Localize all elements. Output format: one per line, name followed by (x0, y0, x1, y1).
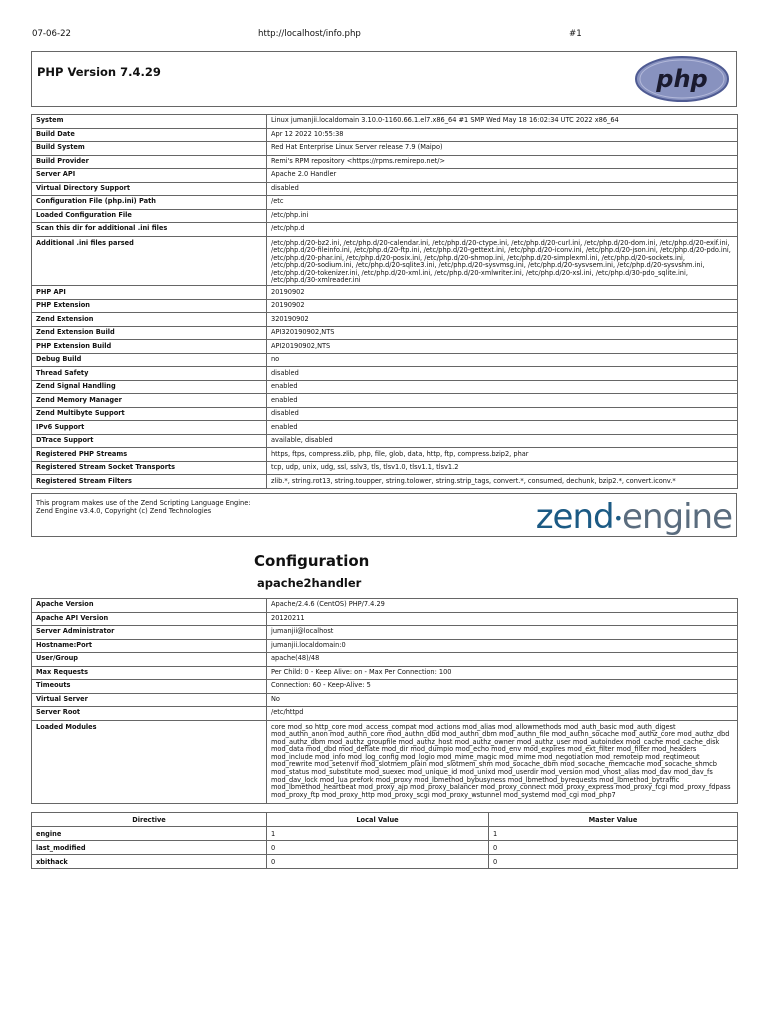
table-row (32, 367, 738, 381)
row-value: /etc/httpd (267, 707, 738, 721)
table-row (32, 666, 738, 680)
local-value: 1 (267, 827, 489, 841)
table-row (32, 142, 738, 156)
table-row (32, 380, 738, 394)
master-value: 0 (489, 841, 738, 855)
table-row (32, 223, 738, 237)
row-value: 20190902 (267, 286, 738, 300)
row-key: Zend Signal Handling (32, 380, 267, 394)
column-header-local-value: Local Value (267, 813, 489, 827)
local-value: 0 (267, 841, 489, 855)
row-key: Debug Build (32, 353, 267, 367)
row-value: Apache 2.0 Handler (267, 169, 738, 183)
table-row (32, 128, 738, 142)
row-value: /etc/php.d/20-bz2.ini, /etc/php.d/20-calendar.ini, /etc/php.d/20-ctype.ini, /etc/php.d/20-curl.ini, /etc/php.d/20-dom.ini, /etc/php.d/20-exif.ini, /etc/php.d/20-fileinfo.ini, /etc/php.d/20-ftp.ini, /etc/php.d/20-gettext.ini, /etc/php.d/20-iconv.ini, /etc/php.d/20-json.ini, /etc/php.d/20-pdo.ini, /etc/php.d/20-phar.ini, /etc/php.d/20-posix.ini, /etc/php.d/20-shmop.ini, /etc/php.d/20-simplexml.ini, /etc/php.d/20-sockets.ini, /etc/php.d/20-sodium.ini, /etc/php.d/20-sqlite3.ini, /etc/php.d/20-sysvmsg.ini, /etc/php.d/20-sysvsem.ini, /etc/php.d/20-sysvshm.ini, /etc/php.d/20-tokenizer.ini, /etc/php.d/20-xml.ini, /etc/php.d/20-xmlwriter.ini, /etc/php.d/20-xsl.ini, /etc/php.d/30-pdo_sqlite.ini, /etc/php.d/30-xmlreader.ini (267, 236, 738, 286)
master-value: 0 (489, 855, 738, 869)
directive-header-row (32, 813, 738, 827)
master-value: 1 (489, 827, 738, 841)
row-value: jumanjii.localdomain:0 (267, 639, 738, 653)
directive-name: engine (32, 827, 267, 841)
table-row (32, 639, 738, 653)
row-value: tcp, udp, unix, udg, ssl, sslv3, tls, tlsv1.0, tlsv1.1, tlsv1.2 (267, 461, 738, 475)
table-row (32, 394, 738, 408)
row-key: PHP Extension (32, 299, 267, 313)
row-value: jumanjii@localhost (267, 626, 738, 640)
row-value: disabled (267, 182, 738, 196)
table-row (32, 827, 738, 841)
row-key: Zend Multibyte Support (32, 407, 267, 421)
row-key: Build Provider (32, 155, 267, 169)
row-value: no (267, 353, 738, 367)
row-value: disabled (267, 407, 738, 421)
row-key: Loaded Configuration File (32, 209, 267, 223)
row-key: Build System (32, 142, 267, 156)
zend-notice-line1: This program makes use of the Zend Scripting Language Engine: (36, 499, 251, 507)
table-row (32, 155, 738, 169)
row-key: Zend Extension (32, 313, 267, 327)
row-key: Registered Stream Filters (32, 475, 267, 489)
row-key: Apache API Version (32, 612, 267, 626)
table-row (32, 612, 738, 626)
print-url: http://localhost/info.php (258, 29, 361, 39)
row-key: Additional .ini files parsed (32, 236, 267, 286)
print-date: 07-06-22 (32, 29, 72, 39)
row-key: Server Administrator (32, 626, 267, 640)
row-key: Zend Extension Build (32, 326, 267, 340)
row-key: DTrace Support (32, 434, 267, 448)
row-key: Virtual Directory Support (32, 182, 267, 196)
row-key: Virtual Server (32, 693, 267, 707)
row-value: Red Hat Enterprise Linux Server release 7.9 (Maipo) (267, 142, 738, 156)
table-row (32, 707, 738, 721)
table-row (32, 720, 738, 803)
table-row (32, 209, 738, 223)
table-row (32, 475, 738, 489)
apache2handler-table (31, 598, 738, 804)
local-value: 0 (267, 855, 489, 869)
system-info-table (31, 114, 738, 489)
row-key: System (32, 115, 267, 129)
print-page-number: #1 (569, 29, 582, 39)
php-version-header (31, 51, 737, 107)
row-key: Loaded Modules (32, 720, 267, 803)
table-row (32, 340, 738, 354)
zend-notice (36, 499, 251, 515)
row-value: disabled (267, 367, 738, 381)
row-key: Timeouts (32, 680, 267, 694)
row-key: Max Requests (32, 666, 267, 680)
zend-engine-logo-icon: zend•engine (535, 497, 732, 537)
row-value: https, ftps, compress.zlib, php, file, glob, data, http, ftp, compress.bzip2, phar (267, 448, 738, 462)
row-key: Build Date (32, 128, 267, 142)
table-row (32, 196, 738, 210)
row-value: /etc/php.ini (267, 209, 738, 223)
module-heading: apache2handler (257, 576, 362, 590)
row-value: Per Child: 0 - Keep Alive: on - Max Per Connection: 100 (267, 666, 738, 680)
configuration-heading: Configuration (254, 552, 370, 570)
php-logo-icon (634, 55, 730, 103)
row-value: Apache/2.4.6 (CentOS) PHP/7.4.29 (267, 599, 738, 613)
php-logo-text: php (656, 65, 708, 93)
row-value: available, disabled (267, 434, 738, 448)
row-value: API320190902,NTS (267, 326, 738, 340)
table-row (32, 169, 738, 183)
row-value: enabled (267, 421, 738, 435)
table-row (32, 236, 738, 286)
table-row (32, 313, 738, 327)
table-row (32, 693, 738, 707)
table-row (32, 299, 738, 313)
directive-name: xbithack (32, 855, 267, 869)
row-value: 20120211 (267, 612, 738, 626)
row-key: PHP Extension Build (32, 340, 267, 354)
table-row (32, 599, 738, 613)
table-row (32, 182, 738, 196)
row-value: Remi's RPM repository <https://rpms.remirepo.net/> (267, 155, 738, 169)
row-key: Hostname:Port (32, 639, 267, 653)
row-value: zlib.*, string.rot13, string.toupper, string.tolower, string.strip_tags, convert.*, consumed, dechunk, bzip2.*, convert.iconv.* (267, 475, 738, 489)
row-value: /etc (267, 196, 738, 210)
row-key: Thread Safety (32, 367, 267, 381)
table-row (32, 855, 738, 869)
column-header-directive: Directive (32, 813, 267, 827)
row-value: enabled (267, 380, 738, 394)
row-key: User/Group (32, 653, 267, 667)
row-key: Configuration File (php.ini) Path (32, 196, 267, 210)
row-key: Registered PHP Streams (32, 448, 267, 462)
row-value: /etc/php.d (267, 223, 738, 237)
directive-table (31, 812, 738, 869)
row-key: Registered Stream Socket Transports (32, 461, 267, 475)
page-title: PHP Version 7.4.29 (37, 65, 161, 79)
zend-logo-zend: zend (535, 497, 614, 537)
column-header-master-value: Master Value (489, 813, 738, 827)
row-value: Apr 12 2022 10:55:38 (267, 128, 738, 142)
row-key: Zend Memory Manager (32, 394, 267, 408)
row-key: PHP API (32, 286, 267, 300)
row-key: Scan this dir for additional .ini files (32, 223, 267, 237)
table-row (32, 434, 738, 448)
row-value: core mod_so http_core mod_access_compat mod_actions mod_alias mod_allowmethods mod_auth_basic mod_auth_digest mod_authn_anon mod_authn_core mod_authn_dbd mod_authn_dbm mod_authn_file mod_authn_socache mod_authz_core mod_authz_dbd mod_authz_dbm mod_authz_groupfile mod_authz_host mod_authz_owner mod_authz_user mod_autoindex mod_cache mod_cache_disk mod_data mod_dbd mod_deflate mod_dir mod_dumpio mod_echo mod_env mod_expires mod_ext_filter mod_filter mod_headers mod_include mod_info mod_log_config mod_logio mod_mime_magic mod_mime mod_negotiation mod_remoteip mod_reqtimeout mod_rewrite mod_setenvif mod_slotmem_plain mod_slotmem_shm mod_socache_dbm mod_socache_memcache mod_socache_shmcb mod_status mod_substitute mod_suexec mod_unique_id mod_unixd mod_userdir mod_version mod_vhost_alias mod_dav mod_dav_fs mod_dav_lock mod_lua prefork mod_proxy mod_lbmethod_bybusyness mod_lbmethod_byrequests mod_lbmethod_bytraffic mod_lbmethod_heartbeat mod_proxy_ajp mod_proxy_balancer mod_proxy_connect mod_proxy_express mod_proxy_fcgi mod_proxy_fdpass mod_proxy_ftp mod_proxy_http mod_proxy_scgi mod_proxy_wstunnel mod_systemd mod_cgi mod_php7 (267, 720, 738, 803)
table-row (32, 841, 738, 855)
table-row (32, 653, 738, 667)
row-key: IPv6 Support (32, 421, 267, 435)
table-row (32, 407, 738, 421)
row-value: apache(48)/48 (267, 653, 738, 667)
row-value: API20190902,NTS (267, 340, 738, 354)
directive-name: last_modified (32, 841, 267, 855)
row-value: 20190902 (267, 299, 738, 313)
row-key: Server API (32, 169, 267, 183)
row-key: Apache Version (32, 599, 267, 613)
table-row (32, 626, 738, 640)
table-row (32, 448, 738, 462)
table-row (32, 326, 738, 340)
zend-notice-line2: Zend Engine v3.4.0, Copyright (c) Zend Technologies (36, 507, 212, 515)
row-value: enabled (267, 394, 738, 408)
row-value: No (267, 693, 738, 707)
table-row (32, 461, 738, 475)
table-row (32, 353, 738, 367)
table-row (32, 115, 738, 129)
table-row (32, 286, 738, 300)
table-row (32, 421, 738, 435)
row-key: Server Root (32, 707, 267, 721)
zend-logo-engine: engine (622, 497, 732, 537)
zend-engine-box (31, 493, 737, 537)
row-value: 320190902 (267, 313, 738, 327)
table-row (32, 680, 738, 694)
row-value: Linux jumanjii.localdomain 3.10.0-1160.66.1.el7.x86_64 #1 SMP Wed May 18 16:02:34 UTC 2022 x86_64 (267, 115, 738, 129)
row-value: Connection: 60 - Keep-Alive: 5 (267, 680, 738, 694)
